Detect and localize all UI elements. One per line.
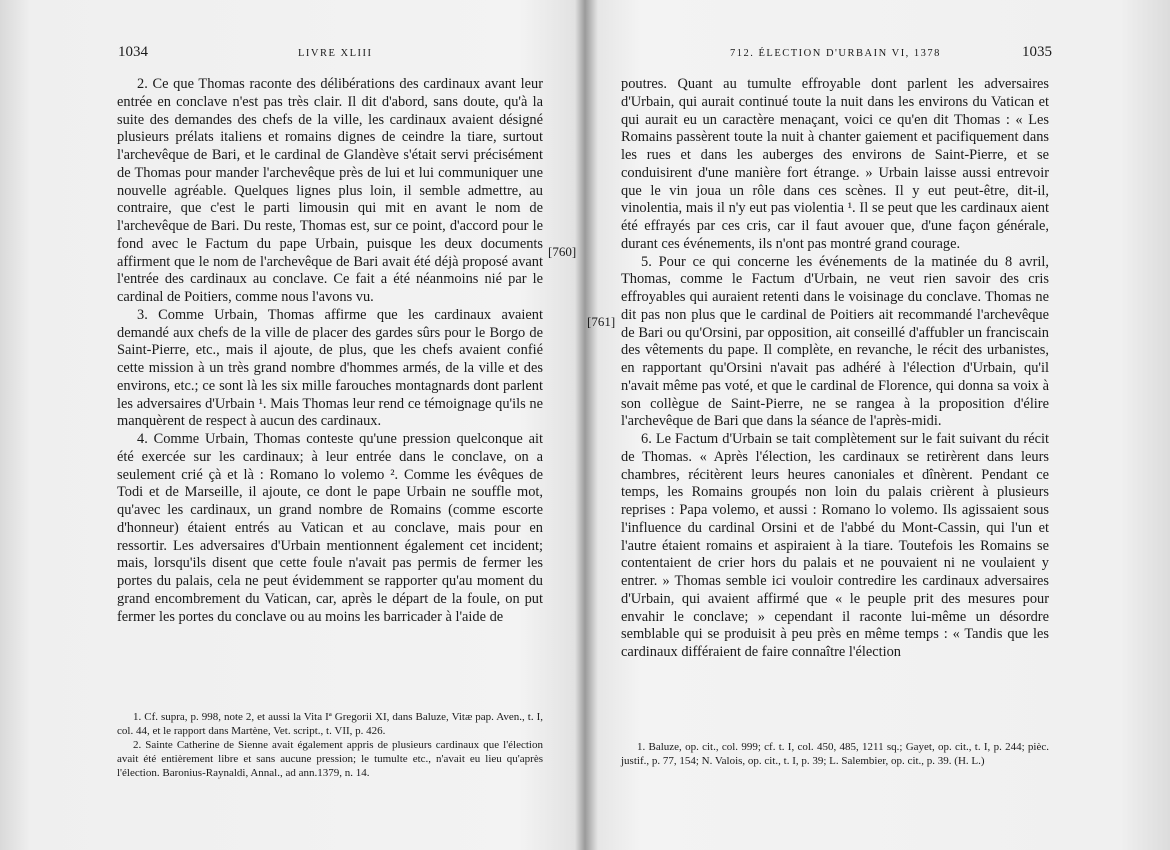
right-page — [585, 0, 1170, 850]
running-head: 712. ÉLECTION D'URBAIN VI, 1378 — [730, 48, 941, 59]
footnotes — [621, 740, 1049, 768]
page-number: 1034 — [118, 44, 148, 60]
paragraph: poutres. Quant au tumulte effroyable dont parlent les adversaires d'Urbain, qui aurait continué toute la nuit dans les environs du Vatican et qui aurait eu un caractère menaçant, voici ce qu'en dit Thomas : « Les Romains passèrent toute la nuit à chanter gaiement et pacifiquement dans les rues et dans les auberges des environs de Saint-Pierre, et se conduisirent d'une manière fort étrange. » Urbain laisse aussi entrevoir que le vin joua un rôle dans ces scènes. Il y eut peut-être, dit-il, vinolentia, mais il n'y eut pas violentia ¹. Il se peut que les cardinaux aient été effrayés par ces cris, car il faut avouer que, d'une façon générale, durant ces événements, ils n'ont pas montré grand courage. — [621, 76, 1049, 252]
paragraph: 6. Le Factum d'Urbain se tait complètement sur le fait suivant du récit de Thomas. « Après l'élection, les cardinaux se retirèrent dans leurs chambres, récitèrent leurs heures canoniales et dînèrent. Pendant ce temps, les Romains groupés non loin du palais crièrent à plusieurs reprises : Papa volemo, et aussi : Romano lo volemo. Ils agissaient sous l'influence du cardinal Orsini et de l'abbé du Mont-Cassin, qui l'un et l'autre étaient romains et aspiraient à la tiare. Toutefois les Romains se contentaient de crier hors du palais et ne pouvaient ni ne voulaient y entrer. » Thomas semble ici vouloir contredire les cardinaux adversaires d'Urbain, qui avaient affirmé que « le peuple prit des mesures pour envahir le conclave; » cependant il raconte lui-même un désordre semblable qui se produisit à peu près en même temps : « Tandis que les cardinaux différaient de faire connaître l'élection — [621, 431, 1049, 660]
body-text — [621, 76, 1049, 662]
paragraph: 2. Ce que Thomas raconte des délibérations des cardinaux avant leur entrée en conclave n'est pas très clair. Il dit d'abord, sans doute, qu'à la suite des demandes des chefs de la ville, les cardinaux avaient désigné plusieurs prélats italiens et romains dignes de ceindre la tiare, surtout l'archevêque de Bari, et le cardinal de Glandève s'était servi précisément de Thomas pour mander l'archevêque près de lui et lui communiquer une nouvelle agréable. Quelques lignes plus loin, il semble admettre, au contraire, que c'est le parti limousin qui mit en avant le nom de l'archevêque de Bari. Du reste, Thomas est, sur ce point, d'accord pour le fond avec le Factum du pape Urbain, puisque les deux documents affirment que le nom de l'archevêque de Bari avait été déjà proposé avant l'entrée des cardinaux au conclave. Ce fait a été néanmoins nié par le cardinal de Poitiers, comme nous l'avons vu. — [117, 76, 543, 305]
margin-page-ref: [761] — [587, 314, 616, 329]
footnotes — [117, 710, 543, 780]
running-head: LIVRE XLIII — [298, 48, 373, 59]
body-text — [117, 76, 543, 626]
page-number: 1035 — [1022, 44, 1052, 60]
paragraph: 5. Pour ce qui concerne les événements de la matinée du 8 avril, Thomas, comme le Factum d'Urbain, ne veut rien savoir des cris effroyables qui auraient retenti dans le voisinage du conclave. Thomas ne dit pas non plus que le cardinal de Poitiers ait recommandé l'archevêque de Bari ou qu'Orsini, par opposition, ait conseillé d'affubler un franciscain des vêtements du pape. Il complète, en revanche, le récit des urbanistes, en rapportant qu'Orsini n'avait pas adhéré à l'élection d'Urbain, qu'il n'avait même pas voté, et que le cardinal de Florence, qui donna sa voix à son collègue de Saint-Pierre, ne se rangea à la proposition d'élire l'archevêque de Bari que dans la séance de l'après-midi. — [621, 253, 1049, 430]
footnote: 1. Baluze, op. cit., col. 999; cf. t. I, col. 450, 485, 1211 sq.; Gayet, op. cit., t. I, p. 244; pièc. justif., p. 77, 154; N. Valois, op. cit., t. I, p. 39; L. Salembier, op. cit., p. 39. (H. L.) — [621, 741, 1049, 767]
footnote: 2. Sainte Catherine de Sienne avait également appris de plusieurs cardinaux que l'élection avait été entièrement libre et sans aucune pression; le tumulte etc., n'avait eu lieu qu'après l'élection. Baronius-Raynaldi, Annal., ad ann.1379, n. 14. — [117, 739, 543, 779]
footnote: 1. Cf. supra, p. 998, note 2, et aussi la Vita Iª Gregorii XI, dans Baluze, Vitæ pap. Aven., t. I, col. 44, et le rapport dans Martène, Vet. script., t. VII, p. 426. — [117, 711, 543, 737]
paragraph: 3. Comme Urbain, Thomas affirme que les cardinaux avaient demandé aux chefs de la ville de placer des gardes sûrs pour le Borgo de Saint-Pierre, etc., mais il ajoute, de plus, que les chefs avaient confié cette mission à un très grand nombre d'hommes armés, de la ville et des environs, etc.; ce sont là les six mille farouches montagnards dont parlent les adversaires d'Urbain ¹. Mais Thomas leur rend ce témoignage qu'ils ne manquèrent de respect à aucun des cardinaux. — [117, 306, 543, 430]
margin-page-ref: [760] — [548, 244, 577, 259]
paragraph: 4. Comme Urbain, Thomas conteste qu'une pression quelconque ait été exercée sur les cardinaux; à leur entrée dans le conclave, on a seulement crié çà et là : Romano lo volemo ². Comme les évêques de Todi et de Marseille, il ajoute, ce dont le pape Urbain ne souffle mot, qu'avec les cardinaux, un grand nombre de Romains (comme escorte d'honneur) étaient entrés au Vatican et au conclave, mais pour en ressortir. Les adversaires d'Urbain mentionnent également cet incident; mais, lorsqu'ils disent que cette foule n'avait pas permis de fermer les portes du palais, cela ne peut évidemment se rapporter qu'au moment du grand encombrement du Vatican, car, après le départ de la foule, on put fermer les portes du conclave ou au moins les barricader à l'aide de — [117, 431, 543, 625]
